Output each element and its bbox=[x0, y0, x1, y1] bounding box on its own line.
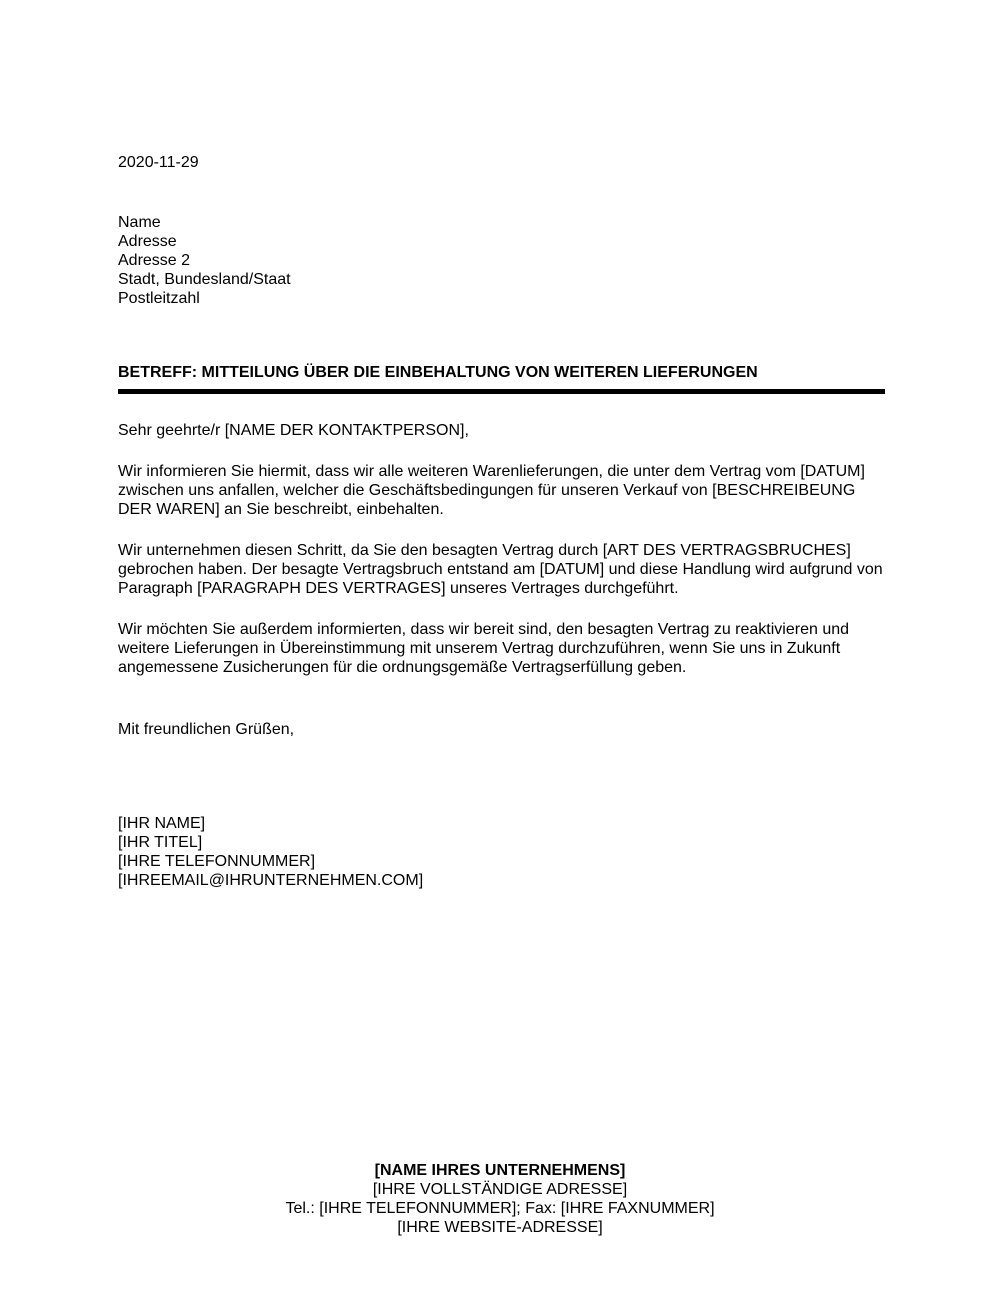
sender-title: [IHR TITEL] bbox=[118, 834, 203, 851]
sender-phone: [IHRE TELEFONNUMMER] bbox=[118, 853, 316, 870]
recipient-address-line-2: Adresse 2 bbox=[118, 252, 191, 269]
footer-company-address: [IHRE VOLLSTÄNDIGE ADRESSE] bbox=[372, 1181, 628, 1198]
salutation: Sehr geehrte/r [NAME DER KONTAKTPERSON], bbox=[118, 422, 469, 439]
body-paragraph-1: Wir informieren Sie hiermit, dass wir alle weiteren Warenlieferungen, die unter dem Vertrag vom [DATUM] zwischen uns anfallen, welcher die Geschäftsbedingungen für unseren Verkauf von [BESCHREIBEUNG DER WAREN] an Sie beschreibt, einbehalten. bbox=[118, 463, 865, 518]
letter-body bbox=[118, 153, 885, 890]
signature-block bbox=[118, 814, 885, 890]
recipient-address-block bbox=[118, 213, 885, 308]
sender-email: [IHREEMAIL@IHRUNTERNEHMEN.COM] bbox=[118, 872, 424, 889]
recipient-name: Name bbox=[118, 214, 161, 231]
recipient-address-line-1: Adresse bbox=[118, 233, 177, 250]
subject-line: BETREFF: MITTEILUNG ÜBER DIE EINBEHALTUNG VON WEITEREN LIEFERUNGEN bbox=[118, 363, 885, 394]
recipient-city-state: Stadt, Bundesland/Staat bbox=[118, 271, 291, 288]
letter-date: 2020-11-29 bbox=[118, 154, 199, 171]
footer-tel-fax: Tel.: [IHRE TELEFONNUMMER]; Fax: [IHRE FAXNUMMER] bbox=[285, 1200, 715, 1217]
letter-footer bbox=[0, 1161, 1000, 1237]
footer-website: [IHRE WEBSITE-ADRESSE] bbox=[397, 1219, 603, 1236]
body-paragraph-3: Wir möchten Sie außerdem informierten, dass wir bereit sind, den besagten Vertrag zu reaktivieren und weitere Lieferungen in Übereinstimmung mit unserem Vertrag durchzuführen, wenn Sie uns in Zukunft angemessene Zusicherungen für die ordnungsgemäße Vertragserfüllung geben. bbox=[118, 621, 850, 676]
closing-phrase: Mit freundlichen Grüßen, bbox=[118, 721, 295, 738]
sender-name: [IHR NAME] bbox=[118, 815, 206, 832]
body-paragraph-2: Wir unternehmen diesen Schritt, da Sie den besagten Vertrag durch [ART DES VERTRAGSBRUCHES] gebrochen haben. Der besagte Vertragsbruch entstand am [DATUM] und diese Handlung wird aufgrund von Paragraph [PARAGRAPH DES VERTRAGES] unseres Vertrages durchgeführt. bbox=[118, 542, 883, 597]
recipient-postal-code: Postleitzahl bbox=[118, 290, 200, 307]
footer-company-name: [NAME IHRES UNTERNEHMENS] bbox=[374, 1162, 626, 1179]
